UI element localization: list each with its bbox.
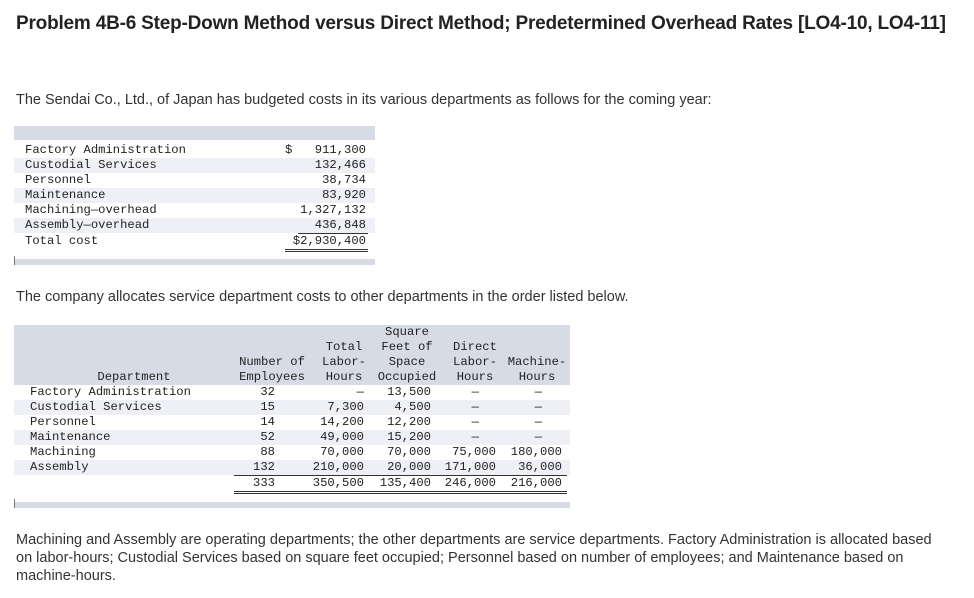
machine-hours-cell: — bbox=[534, 385, 542, 399]
cost-amount: 132,466 bbox=[314, 158, 366, 172]
direct-labor-cell: — bbox=[471, 415, 479, 429]
machine-hours-cell: 180,000 bbox=[510, 445, 562, 459]
cost-label: Maintenance bbox=[25, 188, 106, 202]
table-row bbox=[14, 218, 375, 233]
table-row bbox=[14, 415, 570, 430]
department-name: Machining bbox=[30, 445, 96, 459]
total-amount: $2,930,400 bbox=[292, 234, 366, 248]
cost-label: Custodial Services bbox=[25, 158, 157, 172]
direct-labor-cell: 171,000 bbox=[444, 460, 496, 474]
department-name: Personnel bbox=[30, 415, 96, 429]
square-feet-cell: 4,500 bbox=[394, 400, 431, 414]
header-employees: Number of Employees bbox=[239, 355, 305, 384]
cost-amount: 436,848 bbox=[314, 218, 366, 232]
square-feet-cell: 12,200 bbox=[387, 415, 431, 429]
direct-labor-cell: — bbox=[471, 430, 479, 444]
square-feet-cell: 13,500 bbox=[387, 385, 431, 399]
table-row bbox=[14, 400, 570, 415]
labor-hours-cell: 210,000 bbox=[312, 460, 364, 474]
cost-amount: 911,300 bbox=[314, 143, 366, 157]
labor-hours-cell: 14,200 bbox=[320, 415, 364, 429]
employees-cell: 132 bbox=[253, 460, 275, 474]
cost-amount: 38,734 bbox=[322, 173, 366, 187]
direct-labor-cell: 75,000 bbox=[452, 445, 496, 459]
machine-hours-cell: 36,000 bbox=[518, 460, 562, 474]
square-feet-cell: 20,000 bbox=[387, 460, 431, 474]
total-double-rule bbox=[285, 251, 368, 252]
total-double-rule bbox=[285, 249, 368, 250]
header-department: Department bbox=[97, 370, 171, 384]
table-row bbox=[14, 143, 375, 158]
currency-symbol: $ bbox=[285, 143, 293, 157]
header-labor-hours: Total Labor- Hours bbox=[322, 340, 366, 384]
employees-cell: 14 bbox=[260, 415, 275, 429]
cost-amount: 1,327,132 bbox=[300, 203, 366, 217]
table-row bbox=[14, 385, 570, 400]
total-double-rule bbox=[234, 493, 567, 494]
labor-hours-cell: 49,000 bbox=[320, 430, 364, 444]
cost-label: Machining—overhead bbox=[25, 203, 157, 217]
table-edge bbox=[14, 256, 15, 265]
cost-label: Personnel bbox=[25, 173, 91, 187]
department-name: Maintenance bbox=[30, 430, 111, 444]
employees-cell: 32 bbox=[260, 385, 275, 399]
table-row bbox=[14, 445, 570, 460]
problem-title: Problem 4B-6 Step-Down Method versus Direct Method; Predetermined Overhead Rates [LO4-10, LO4-11] bbox=[16, 13, 946, 34]
cost-label: Assembly—overhead bbox=[25, 218, 150, 232]
machine-hours-cell: — bbox=[534, 430, 542, 444]
table-header-band bbox=[14, 126, 375, 140]
machine-hours-cell: — bbox=[534, 415, 542, 429]
allocation-intro-text: The company allocates service department costs to other departments in the order listed below. bbox=[16, 289, 629, 305]
table-edge bbox=[14, 499, 15, 508]
cost-amount: 83,920 bbox=[322, 188, 366, 202]
header-square-feet: Square Feet of Space Occupied bbox=[377, 325, 437, 384]
table-row bbox=[14, 173, 375, 188]
intro-text: The Sendai Co., Ltd., of Japan has budgeted costs in its various departments as follows for the coming year: bbox=[16, 92, 712, 108]
employees-cell: 15 bbox=[260, 400, 275, 414]
allocation-base-table bbox=[14, 325, 570, 508]
square-feet-total: 135,400 bbox=[379, 476, 431, 490]
employees-total: 333 bbox=[253, 476, 275, 490]
labor-hours-cell: 70,000 bbox=[320, 445, 364, 459]
labor-hours-cell: 7,300 bbox=[327, 400, 364, 414]
closing-text: Machining and Assembly are operating departments; the other departments are service departments. Factory Administration is allocated based on labor-hours; Custodial Services based on square feet occupied; Personnel based on number of employees; and Maintenance based on machine-hours. bbox=[16, 532, 932, 584]
department-name: Assembly bbox=[30, 460, 89, 474]
employees-cell: 88 bbox=[260, 445, 275, 459]
department-name: Custodial Services bbox=[30, 400, 162, 414]
direct-labor-total: 246,000 bbox=[444, 476, 496, 490]
direct-labor-cell: — bbox=[471, 385, 479, 399]
table-row bbox=[14, 158, 375, 173]
total-row bbox=[14, 234, 375, 249]
machine-hours-total: 216,000 bbox=[510, 476, 562, 490]
table-row bbox=[14, 460, 570, 475]
direct-labor-cell: — bbox=[471, 400, 479, 414]
machine-hours-cell: — bbox=[534, 400, 542, 414]
total-label: Total cost bbox=[25, 234, 99, 248]
table-row bbox=[14, 188, 375, 203]
department-name: Factory Administration bbox=[30, 385, 191, 399]
total-double-rule bbox=[234, 491, 567, 492]
square-feet-cell: 15,200 bbox=[387, 430, 431, 444]
header-direct-labor: Direct Labor- Hours bbox=[453, 340, 497, 384]
employees-cell: 52 bbox=[260, 430, 275, 444]
budgeted-cost-table bbox=[14, 126, 375, 265]
labor-hours-cell: — bbox=[356, 385, 364, 399]
table-row bbox=[14, 430, 570, 445]
square-feet-cell: 70,000 bbox=[387, 445, 431, 459]
total-row bbox=[14, 476, 570, 491]
cost-label: Factory Administration bbox=[25, 143, 186, 157]
labor-hours-total: 350,500 bbox=[312, 476, 364, 490]
table-row bbox=[14, 203, 375, 218]
header-machine-hours: Machine- Hours bbox=[507, 355, 567, 384]
